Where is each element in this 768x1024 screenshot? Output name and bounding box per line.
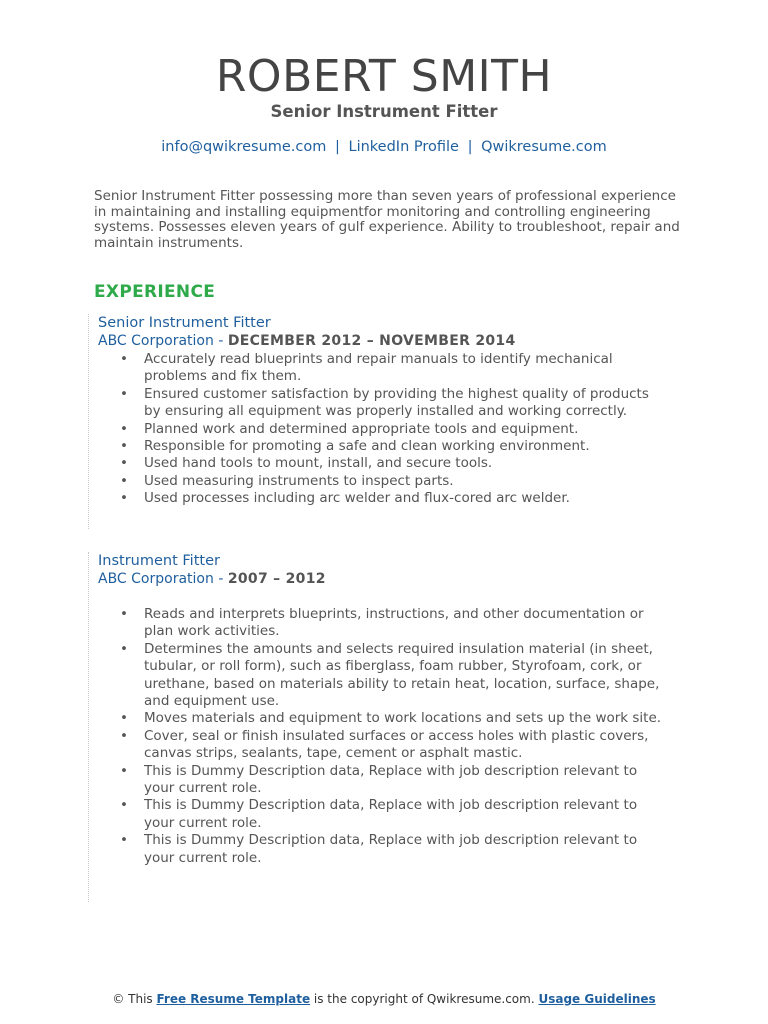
- job-bullet: • Responsible for promoting a safe and clean working environment.: [98, 438, 668, 455]
- company-dash: -: [213, 571, 228, 587]
- job-bullet: • Used measuring instruments to inspect parts.: [98, 473, 668, 490]
- experience-heading: EXPERIENCE: [94, 282, 216, 302]
- job-bullet: • Planned work and determined appropriate tools and equipment.: [98, 421, 668, 438]
- job-bullet: • Cover, seal or finish insulated surfaces or access holes with plastic covers, canvas strips, sealants, tape, cement or asphalt mastic.: [98, 728, 668, 763]
- company-line: [98, 333, 668, 350]
- job-bullet: • This is Dummy Description data, Replace with job description relevant to your current role.: [98, 797, 668, 832]
- experience-entry: [88, 552, 668, 902]
- footer-copyright-text: is the copyright of Qwikresume.com.: [310, 992, 539, 1006]
- free-resume-template-link[interactable]: Free Resume Template: [156, 992, 311, 1006]
- job-bullet: • Reads and interprets blueprints, instructions, and other documentation or plan work activities.: [98, 606, 668, 641]
- job-bullet: • This is Dummy Description data, Replace with job description relevant to your current role.: [98, 763, 668, 798]
- job-bullet-list: [98, 606, 668, 867]
- job-role: Instrument Fitter: [98, 553, 220, 569]
- job-bullet: • Determines the amounts and selects required insulation material (in sheet, tubular, or roll form), such as fiberglass, foam rubber, Styrofoam, cork, or urethane, based on materials ability to retain heat, location, surface, shape, and equipment use.: [98, 641, 668, 711]
- footer: [0, 992, 768, 1006]
- website-link[interactable]: Qwikresume.com: [481, 139, 607, 155]
- candidate-name: ROBERT SMITH: [215, 51, 553, 102]
- experience-entry: [88, 314, 668, 529]
- contact-separator: |: [335, 139, 340, 155]
- linkedin-link[interactable]: LinkedIn Profile: [348, 139, 459, 155]
- job-bullet: • Used hand tools to mount, install, and secure tools.: [98, 455, 668, 472]
- job-bullet: • This is Dummy Description data, Replace with job description relevant to your current role.: [98, 832, 668, 867]
- footer-prefix: © This: [112, 992, 157, 1006]
- job-bullet: • Used processes including arc welder and flux-cored arc welder.: [98, 490, 668, 507]
- job-dates: DECEMBER 2012 – NOVEMBER 2014: [227, 333, 516, 349]
- contact-line: [0, 139, 768, 155]
- candidate-title: Senior Instrument Fitter: [270, 102, 498, 121]
- email-link[interactable]: info@qwikresume.com: [161, 139, 327, 155]
- usage-guidelines-link[interactable]: Usage Guidelines: [538, 992, 656, 1006]
- summary-paragraph: Senior Instrument Fitter possessing more than seven years of professional experience in maintaining and installing equipmentfor monitoring and controlling engineering systems. Possesses eleven years of gulf experience. Ability to troubleshoot, repair and maintain instruments.: [94, 188, 680, 251]
- company-line: [98, 571, 668, 588]
- job-bullet: • Ensured customer satisfaction by providing the highest quality of products by ensuring all equipment was properly installed and working correctly.: [98, 386, 668, 421]
- contact-separator: |: [467, 139, 473, 155]
- job-bullet: • Accurately read blueprints and repair manuals to identify mechanical problems and fix them.: [98, 351, 668, 386]
- company-dash: -: [213, 333, 228, 349]
- job-bullet-list: [98, 351, 668, 508]
- job-role: Senior Instrument Fitter: [98, 315, 271, 331]
- job-bullet: • Moves materials and equipment to work locations and sets up the work site.: [98, 710, 668, 727]
- company-name: ABC Corporation: [98, 571, 214, 587]
- job-dates: 2007 – 2012: [227, 571, 326, 587]
- company-name: ABC Corporation: [98, 333, 214, 349]
